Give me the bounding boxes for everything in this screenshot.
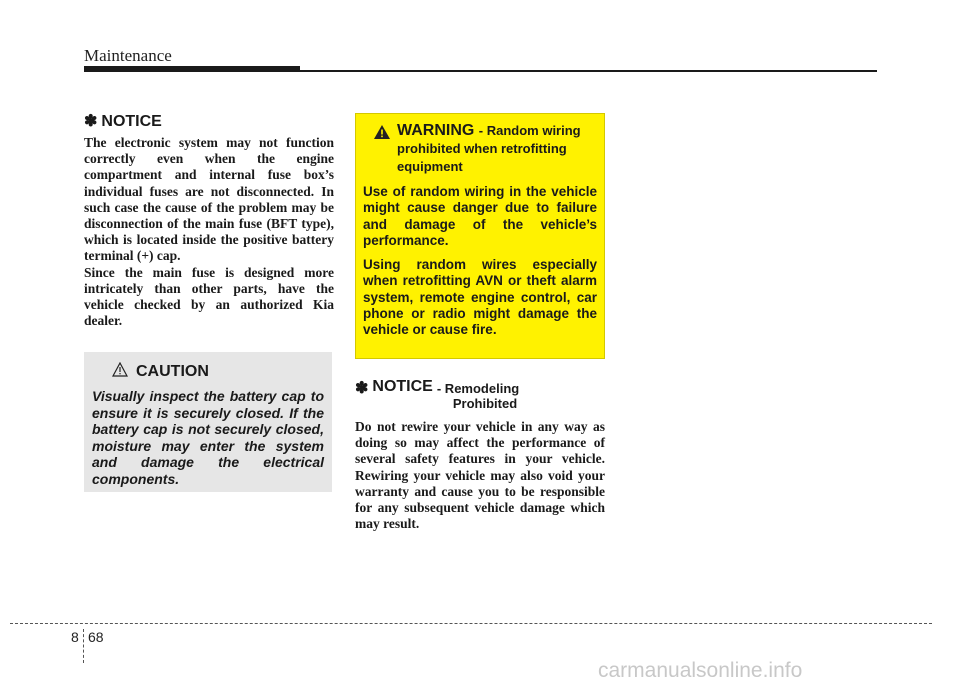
warning-title-row <box>373 122 597 176</box>
notice-heading <box>84 111 334 131</box>
star-icon: ✽ <box>355 380 369 397</box>
warning-paragraph-1: Use of random wiring in the vehicle might cause danger due to failure and damage of the vehicle’s performance. <box>363 184 597 248</box>
caution-title <box>112 362 324 382</box>
notice-paragraph-2: Since the main fuse is designed more intricately than other parts, have the vehicle checked by an authorized Kia dealer. <box>84 264 334 329</box>
star-icon: ✽ <box>84 113 98 130</box>
notice-remodel-subtitle-line-2: Prohibited <box>452 396 518 411</box>
warning-subtitle: - Random wiring prohibited when retrofitting equipment <box>397 123 581 174</box>
warning-paragraph-2: Using random wires especially when retrofitting AVN or theft alarm system, remote engine control, car phone or radio might damage the vehicle or cause fire. <box>363 257 597 338</box>
notice-paragraph-1: The electronic system may not function correctly even when the engine compartment and internal fuse box’s individual fuses are not disconnected. In such case the cause of the problem may be disconnection of the main fuse (BFT type), which is located inside the positive battery terminal (+) cap. <box>84 135 334 264</box>
warning-triangle-solid-icon <box>373 124 391 145</box>
notice-remodel-subtitle-line-1: - Remodeling <box>436 381 520 396</box>
watermark: carmanualsonline.info <box>598 659 803 682</box>
section-title: Maintenance <box>84 46 172 65</box>
notice-remodel-paragraph: Do not rewire your vehicle in any way as doing so may affect the performance of several safety features in your vehicle. Rewiring your vehicle may also void your warranty and cause you to be responsible for any subsequent vehicle damage which may result. <box>355 419 605 532</box>
caution-box <box>84 352 332 492</box>
header-rule-accent <box>84 66 300 72</box>
chapter-number: 8 <box>71 629 79 645</box>
notice-remodel-heading <box>355 378 605 411</box>
caution-title-text: CAUTION <box>136 363 209 380</box>
warning-box <box>355 113 605 359</box>
notice-remodel-subtitle <box>437 381 519 411</box>
caution-text: Visually inspect the battery cap to ensure it is securely closed. If the battery cap is not securely closed, moisture may enter the system and damage the electrical components. <box>92 388 324 487</box>
warning-title: WARNING <box>397 122 475 139</box>
warning-title-block <box>397 122 597 176</box>
page-number: 68 <box>88 629 104 645</box>
notice-remodel-heading-text: NOTICE <box>372 378 433 395</box>
notice-remodel <box>355 378 605 532</box>
caution-triangle-outline-icon <box>112 362 128 382</box>
footer-rule <box>10 623 932 624</box>
footer-divider <box>83 629 84 663</box>
notice-heading-text: NOTICE <box>101 113 162 130</box>
notice-battery <box>84 111 334 329</box>
